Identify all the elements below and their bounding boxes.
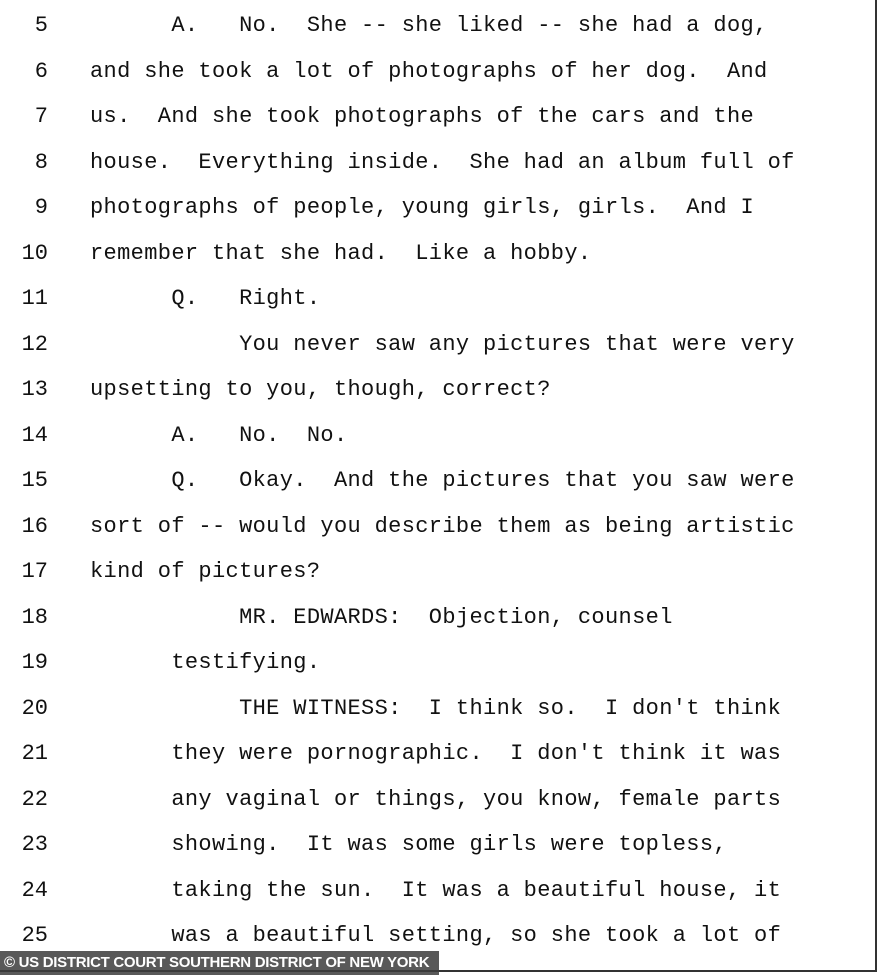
transcript-line bbox=[0, 822, 870, 868]
transcript-line bbox=[0, 549, 870, 595]
line-number: 16 bbox=[21, 513, 48, 539]
transcript-line bbox=[0, 322, 870, 368]
line-text: Q. Right. bbox=[90, 286, 321, 311]
line-number: 7 bbox=[34, 104, 48, 129]
transcript-line bbox=[0, 94, 870, 140]
transcript-lines bbox=[0, 3, 870, 959]
line-number: 25 bbox=[21, 923, 48, 948]
transcript-line bbox=[0, 640, 870, 686]
transcript-line bbox=[0, 231, 870, 277]
line-number: 24 bbox=[21, 877, 48, 903]
transcript-line bbox=[0, 3, 870, 49]
line-text: and she took a lot of photographs of her dog. And bbox=[90, 58, 768, 84]
line-number: 19 bbox=[21, 650, 48, 675]
line-number: 5 bbox=[34, 13, 48, 38]
line-number: 17 bbox=[21, 559, 48, 584]
transcript-line bbox=[0, 868, 870, 914]
line-number: 18 bbox=[21, 604, 48, 630]
line-text: upsetting to you, though, correct? bbox=[90, 377, 551, 402]
line-number: 15 bbox=[21, 468, 48, 493]
line-text: us. And she took photographs of the cars and the bbox=[90, 104, 755, 129]
transcript-line bbox=[0, 276, 870, 322]
line-number: 22 bbox=[21, 786, 48, 812]
line-text: testifying. bbox=[90, 650, 321, 675]
line-text: sort of -- would you describe them as being artistic bbox=[90, 513, 795, 539]
line-text: You never saw any pictures that were very bbox=[90, 331, 795, 357]
line-text: house. Everything inside. She had an album full of bbox=[90, 149, 795, 175]
line-number: 9 bbox=[34, 195, 48, 220]
transcript-line bbox=[0, 49, 870, 95]
line-number: 20 bbox=[21, 695, 48, 721]
transcript-line bbox=[0, 367, 870, 413]
transcript-line bbox=[0, 458, 870, 504]
line-text: taking the sun. It was a beautiful house, it bbox=[90, 877, 782, 903]
line-text: THE WITNESS: I think so. I don't think bbox=[90, 695, 782, 721]
line-text: remember that she had. Like a hobby. bbox=[90, 240, 592, 266]
line-text: A. No. No. bbox=[90, 422, 348, 448]
transcript-line bbox=[0, 140, 870, 186]
line-number: 14 bbox=[21, 422, 48, 448]
line-number: 21 bbox=[21, 741, 48, 766]
transcript-line bbox=[0, 595, 870, 641]
line-number: 10 bbox=[21, 240, 48, 266]
line-number: 12 bbox=[21, 331, 48, 357]
line-text: A. No. She -- she liked -- she had a dog, bbox=[90, 13, 768, 38]
transcript-line bbox=[0, 777, 870, 823]
line-text: was a beautiful setting, so she took a lot of bbox=[90, 923, 782, 948]
transcript-line bbox=[0, 185, 870, 231]
line-text: showing. It was some girls were topless, bbox=[90, 832, 727, 857]
transcript-line bbox=[0, 731, 870, 777]
line-text: photographs of people, young girls, girls. And I bbox=[90, 195, 755, 220]
transcript-line bbox=[0, 504, 870, 550]
line-text: they were pornographic. I don't think it was bbox=[90, 741, 782, 766]
line-text: any vaginal or things, you know, female parts bbox=[90, 786, 782, 812]
line-number: 13 bbox=[21, 377, 48, 402]
transcript-line bbox=[0, 686, 870, 732]
line-number: 11 bbox=[21, 286, 48, 311]
line-number: 6 bbox=[34, 58, 48, 84]
copyright-credit: © US DISTRICT COURT SOUTHERN DISTRICT OF NEW YORK bbox=[0, 951, 439, 975]
line-text: MR. EDWARDS: Objection, counsel bbox=[90, 604, 673, 630]
line-number: 23 bbox=[21, 832, 48, 857]
line-text: kind of pictures? bbox=[90, 559, 321, 584]
line-number: 8 bbox=[34, 149, 48, 175]
transcript-line bbox=[0, 413, 870, 459]
line-text: Q. Okay. And the pictures that you saw were bbox=[90, 468, 795, 493]
